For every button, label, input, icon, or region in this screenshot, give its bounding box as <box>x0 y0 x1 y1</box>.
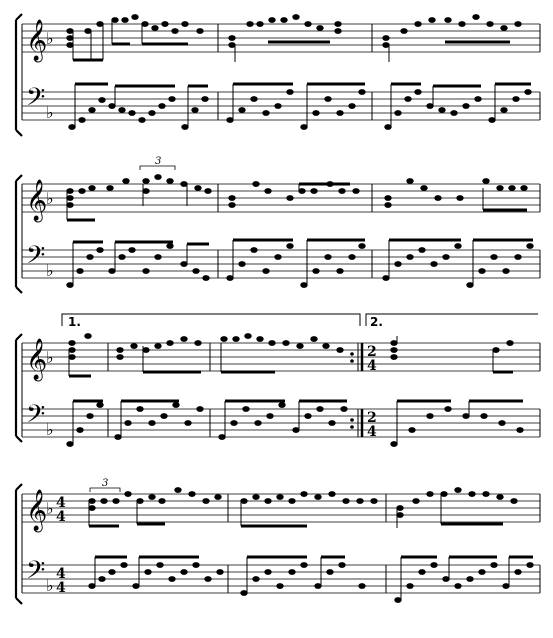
second-ending-bracket <box>366 314 538 326</box>
bass-clef-icon: 𝄢 <box>26 556 46 591</box>
time-signature-bottom: 4 <box>56 509 66 525</box>
bass-staff <box>22 250 540 278</box>
time-signature-bottom: 4 <box>367 358 377 374</box>
bass-clef-icon: 𝄢 <box>26 400 46 435</box>
flat-key-signature: ♭ <box>46 420 54 439</box>
time-signature-bottom: 4 <box>56 580 66 596</box>
flat-key-signature: ♭ <box>46 348 54 367</box>
triplet-label: 3 <box>102 478 109 489</box>
treble-clef-icon: 𝄞 <box>26 339 48 380</box>
flat-key-signature: ♭ <box>46 576 54 595</box>
treble-notes-system-2 <box>67 175 527 220</box>
treble-clef-icon: 𝄞 <box>26 490 48 531</box>
bass-staff <box>22 409 540 437</box>
system-brace <box>16 334 22 442</box>
first-ending-label: 1. <box>68 315 81 329</box>
second-ending-label: 2. <box>370 315 383 329</box>
flat-key-signature: ♭ <box>46 261 54 280</box>
system-3 <box>16 314 540 442</box>
time-signature-bottom: 4 <box>367 424 377 440</box>
treble-staff <box>22 343 540 371</box>
system-1 <box>16 14 540 136</box>
system-brace <box>16 484 22 604</box>
treble-clef-icon: 𝄞 <box>26 20 48 61</box>
treble-notes-system-3 <box>69 334 513 376</box>
system-brace <box>16 14 22 136</box>
system-brace <box>16 175 22 293</box>
treble-clef-icon: 𝄞 <box>26 180 48 221</box>
bass-notes-system-4 <box>89 557 533 602</box>
flat-key-signature: ♭ <box>46 189 54 208</box>
time-signature-top: 4 <box>56 566 66 582</box>
triplet-label: 3 <box>155 156 162 167</box>
first-ending-bracket <box>62 314 360 326</box>
treble-staff <box>22 24 540 52</box>
system-2 <box>16 166 540 293</box>
flat-key-signature: ♭ <box>46 103 54 122</box>
flat-key-signature: ♭ <box>46 29 54 48</box>
bass-notes-system-3 <box>67 401 523 446</box>
bass-clef-icon: 𝄢 <box>26 241 46 276</box>
time-signature-top: 2 <box>367 410 377 426</box>
bass-notes-system-1 <box>69 84 531 129</box>
time-signature-top: 2 <box>367 344 377 360</box>
time-signature-top: 4 <box>56 495 66 511</box>
bass-clef-icon: 𝄢 <box>26 83 46 118</box>
flat-key-signature: ♭ <box>46 499 54 518</box>
